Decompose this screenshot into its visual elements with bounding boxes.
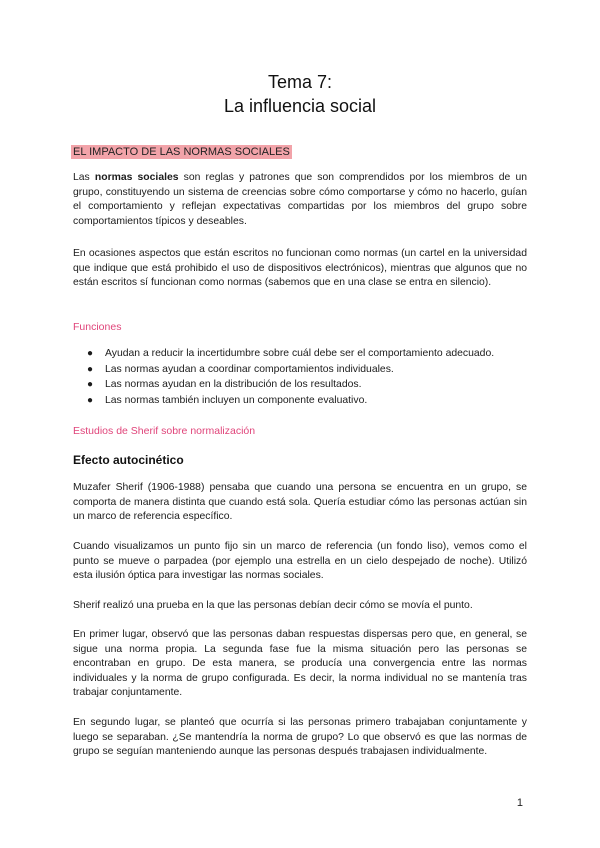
paragraph-punto-fijo: Cuando visualizamos un punto fijo sin un marco de referencia (un fondo liso), vemos como el punto se mueve o parpadea (por ejemplo una estrella en un cielo despejado de noche). Utilizó esta ilusión óptica para investigar las normas sociales.	[73, 541, 527, 581]
bullet-icon: ●	[87, 348, 94, 359]
bullet-icon: ●	[87, 363, 94, 375]
bullet-icon: ●	[87, 379, 94, 390]
document-title	[0, 70, 600, 118]
intro-lead: Las	[73, 172, 95, 183]
efecto-autocinetico-heading: Efecto autocinético	[73, 453, 184, 467]
section-heading-highlighted: EL IMPACTO DE LAS NORMAS SOCIALES	[73, 146, 290, 158]
paragraph-prueba: Sherif realizó una prueba en la que las personas debían decir cómo se movía el punto.	[73, 600, 473, 611]
list-item: ● Las normas ayudan a coordinar comportamientos individuales.	[73, 362, 533, 378]
title-line-2: La influencia social	[223, 96, 377, 116]
paragraph-primer-lugar: En primer lugar, observó que las personas daban respuestas dispersas pero que, en general, se sigue una norma propia. La segunda fase fue la misma situación pero las personas se encontraban en grupo. De esta manera, se producía una convergencia entre las normas individuales y la norma de grupo configurada. Es decir, la norma individual no se mantenía tras trabajar conjuntamente.	[73, 629, 527, 698]
intro-paragraph	[73, 171, 527, 229]
funciones-list	[73, 346, 533, 408]
list-item: ● Las normas ayudan en la distribución de los resultados.	[73, 377, 533, 393]
page-number: 1	[516, 797, 523, 809]
title-line-1: Tema 7:	[267, 72, 333, 92]
list-item: ● Las normas también incluyen un componente evaluativo.	[73, 393, 533, 409]
intro-bold-term: normas sociales	[94, 172, 179, 183]
list-item: ● Ayudan a reducir la incertidumbre sobre cuál debe ser el comportamiento adecuado.	[73, 346, 533, 362]
funciones-heading: Funciones	[73, 321, 122, 333]
paragraph-written-norms: En ocasiones aspectos que están escritos no funcionan como normas (un cartel en la universidad que indique que está prohibido el uso de dispositivos electrónicos), mientras que algunos que no están escritos sí funcionan como normas (sabemos que en una clase se entra en silencio).	[73, 248, 527, 288]
bullet-icon: ●	[87, 394, 94, 406]
sherif-heading: Estudios de Sherif sobre normalización	[73, 425, 256, 437]
intro-rest: son reglas y patrones que son comprendidos por los miembros de un grupo, constituyendo un sistema de creencias sobre cómo comportarse y cómo no hacerlo, guían el comportamiento y reflejan expectativas compartidas por los miembros del grupo sobre comportamientos típicos y deseables.	[73, 172, 528, 227]
paragraph-sherif-intro: Muzafer Sherif (1906-1988) pensaba que cuando una persona se encuentra en un grupo, se comporta de manera distinta que cuando está sola. Quería estudiar cómo las personas actúan sin un marco de referencia específico.	[73, 482, 527, 522]
paragraph-segundo-lugar: En segundo lugar, se planteó que ocurría si las personas primero trabajaban conjuntamente y luego se separaban. ¿Se mantendría la norma de grupo? Lo que observó es que las normas de grupo se seguían manteniendo aunque las personas después trabajasen individualmente.	[73, 717, 527, 757]
